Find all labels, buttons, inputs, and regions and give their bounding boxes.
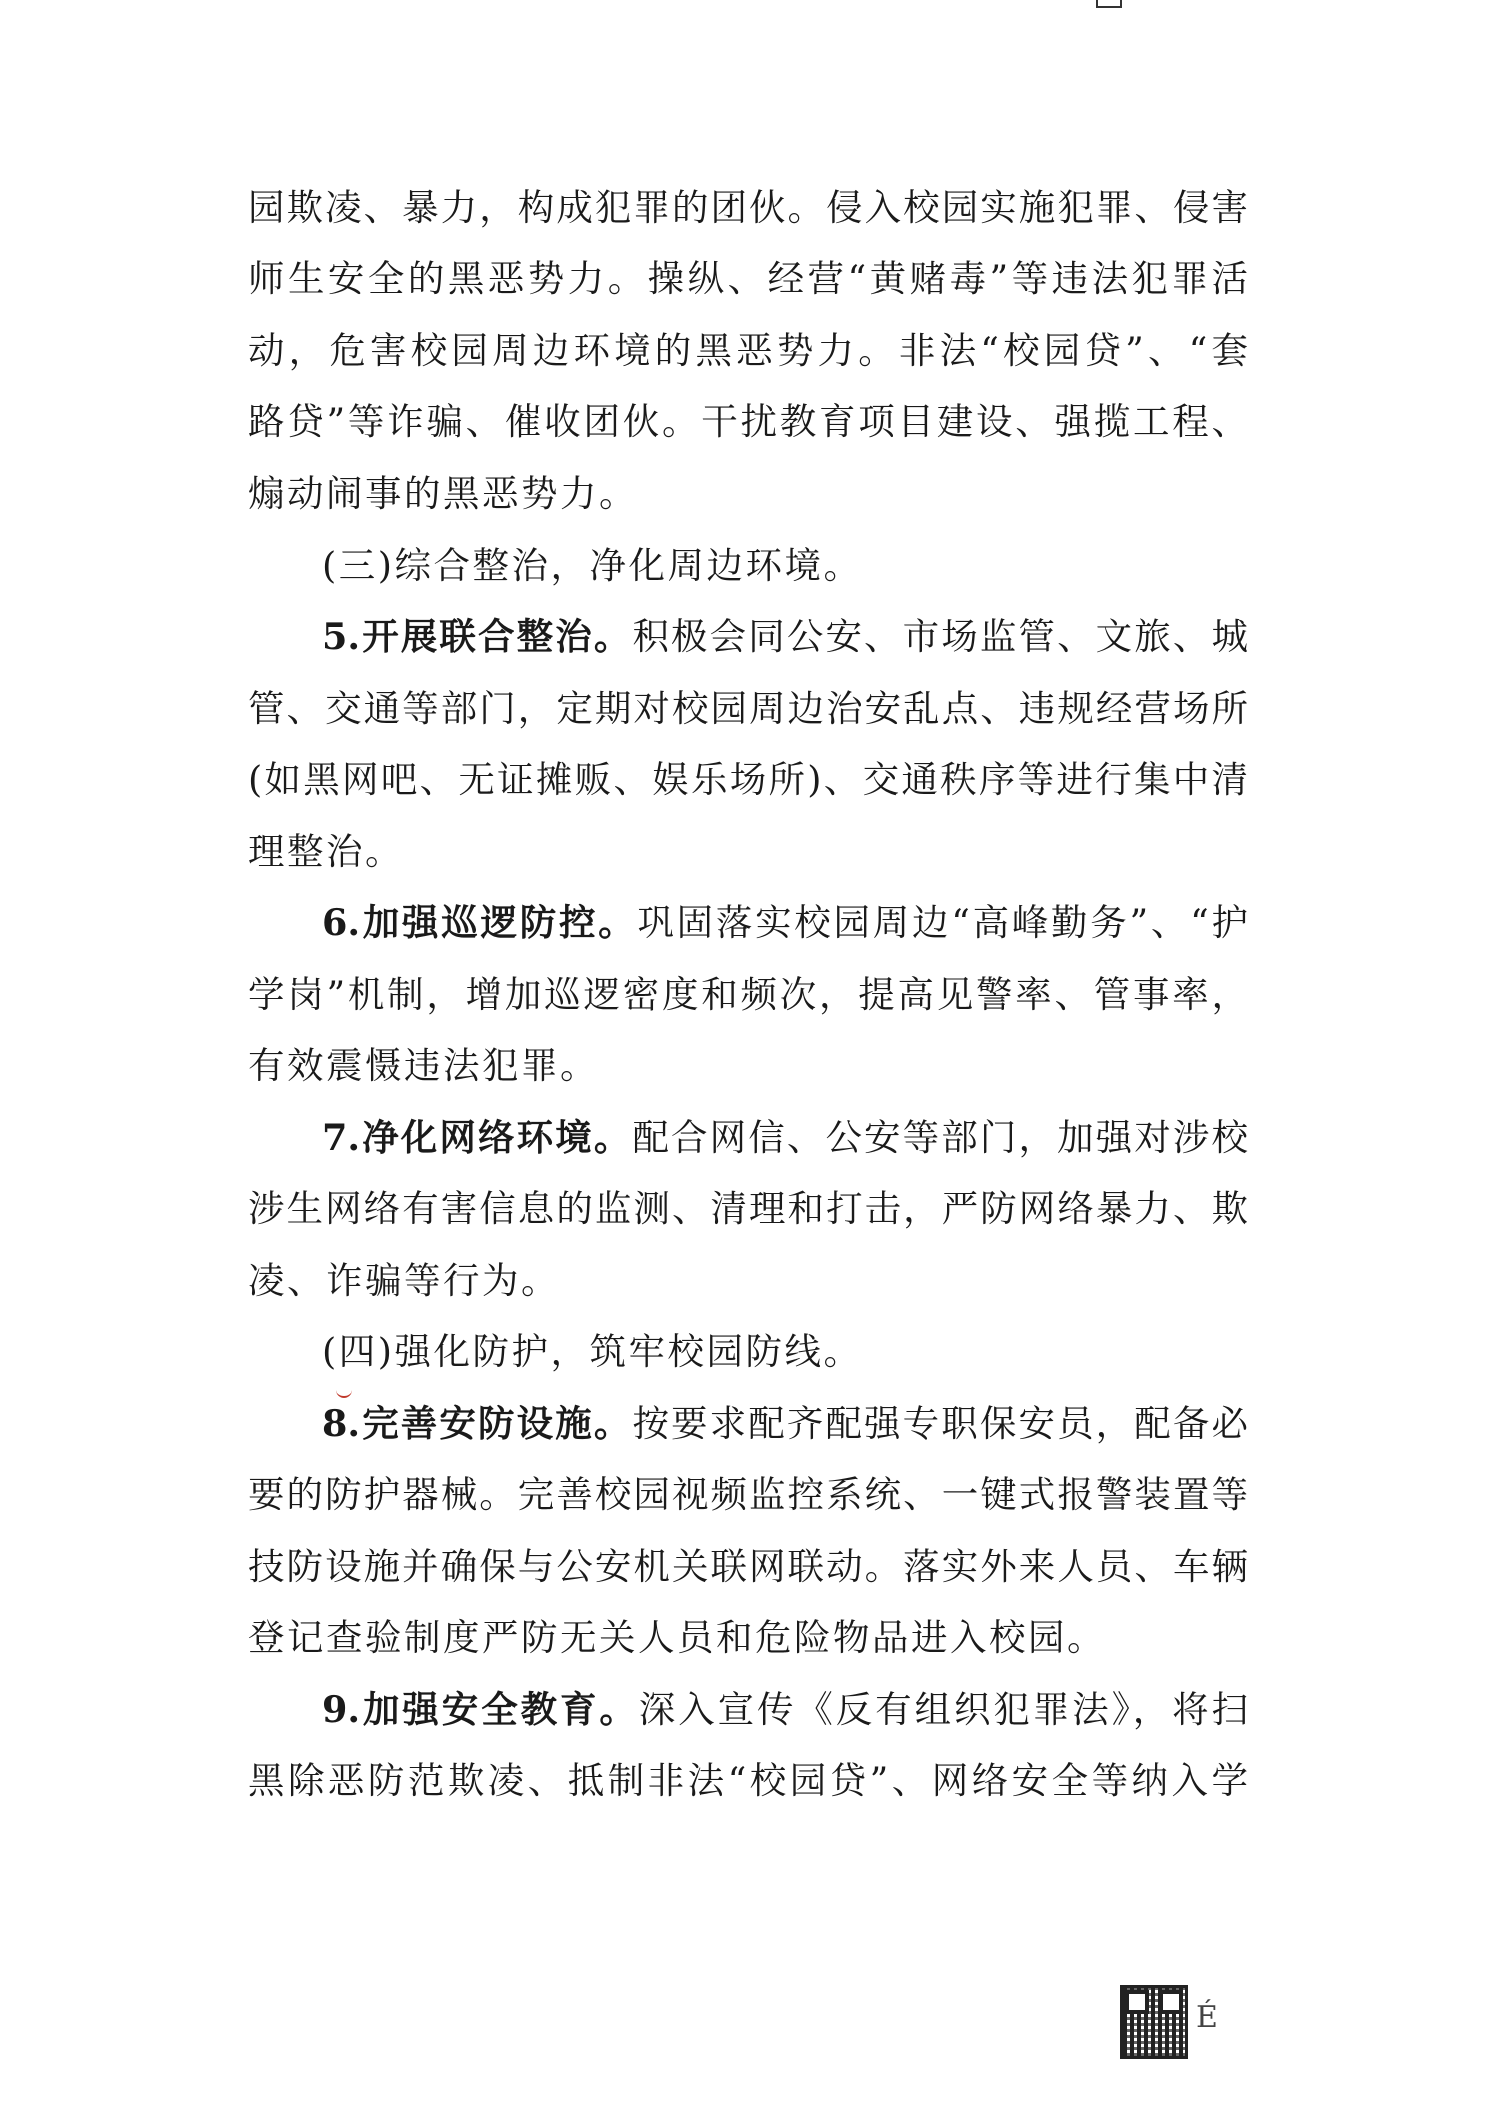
text-line: 技防设施并确保与公安机关联网联动。落实外来人员、车辆 [248,1545,1248,1588]
section-heading: (三)综合整治，净化周边环境。 [322,544,863,587]
item-text: 配合网信、公安等部门，加强对涉校 [632,1116,1248,1159]
item-title: 5.开展联合整治。 [322,615,633,658]
qr-code-icon [1120,1985,1188,2059]
text-line: 学岗”机制，增加巡逻密度和频次，提高见警率、管事率， [248,973,1248,1016]
text-line: 师生安全的黑恶势力。操纵、经营“黄赌毒”等违法犯罪活 [248,257,1248,300]
text-line: 煽动闹事的黑恶势力。 [248,472,638,515]
text-line: 登记查验制度严防无关人员和危险物品进入校园。 [248,1616,1106,1659]
item-title: 9.加强安全教育。 [322,1688,639,1731]
item-first-line [248,895,1248,951]
text-line: 有效震慑违法犯罪。 [248,1044,599,1087]
text-line: 园欺凌、暴力，构成犯罪的团伙。侵入校园实施犯罪、侵害 [248,186,1248,229]
item-title: 7.净化网络环境。 [322,1116,633,1159]
corner-mark: É [1196,2000,1218,2035]
item-text: 深入宣传《反有组织犯罪法》，将扫 [638,1688,1249,1731]
item-first-line [248,1682,1248,1738]
body-text [248,0,1248,2105]
item-first-line [248,609,1248,665]
item-text: 巩固落实校园周边“高峰勤务”、“护 [637,901,1248,944]
item-text: 积极会同公安、市场监管、文旅、城 [632,615,1248,658]
text-line: 要的防护器械。完善校园视频监控系统、一键式报警装置等 [248,1473,1248,1516]
text-line: (如黑网吧、无证摊贩、娱乐场所)、交通秩序等进行集中清 [248,758,1248,801]
text-line: 管、交通等部门，定期对校园周边治安乱点、违规经营场所 [248,687,1248,730]
text-line: 涉生网络有害信息的监测、清理和打击，严防网络暴力、欺 [248,1187,1248,1230]
text-line: 黑除恶防范欺凌、抵制非法“校园贷”、网络安全等纳入学 [248,1759,1248,1802]
item-first-line [248,1396,1248,1452]
item-text: 按要求配齐配强专职保安员，配备必 [632,1402,1248,1445]
text-line: 路贷”等诈骗、催收团伙。干扰教育项目建设、强揽工程、 [248,400,1248,443]
text-line: 动，危害校园周边环境的黑恶势力。非法“校园贷”、“套 [248,329,1248,372]
item-title: 6.加强巡逻防控。 [322,901,638,944]
text-line: 凌、诈骗等行为。 [248,1259,560,1302]
item-title: 8.完善安防设施。 [322,1402,633,1445]
item-first-line [248,1110,1248,1166]
section-heading: (四)强化防护，筑牢校园防线。 [322,1330,863,1373]
text-line: 理整治。 [248,830,404,873]
